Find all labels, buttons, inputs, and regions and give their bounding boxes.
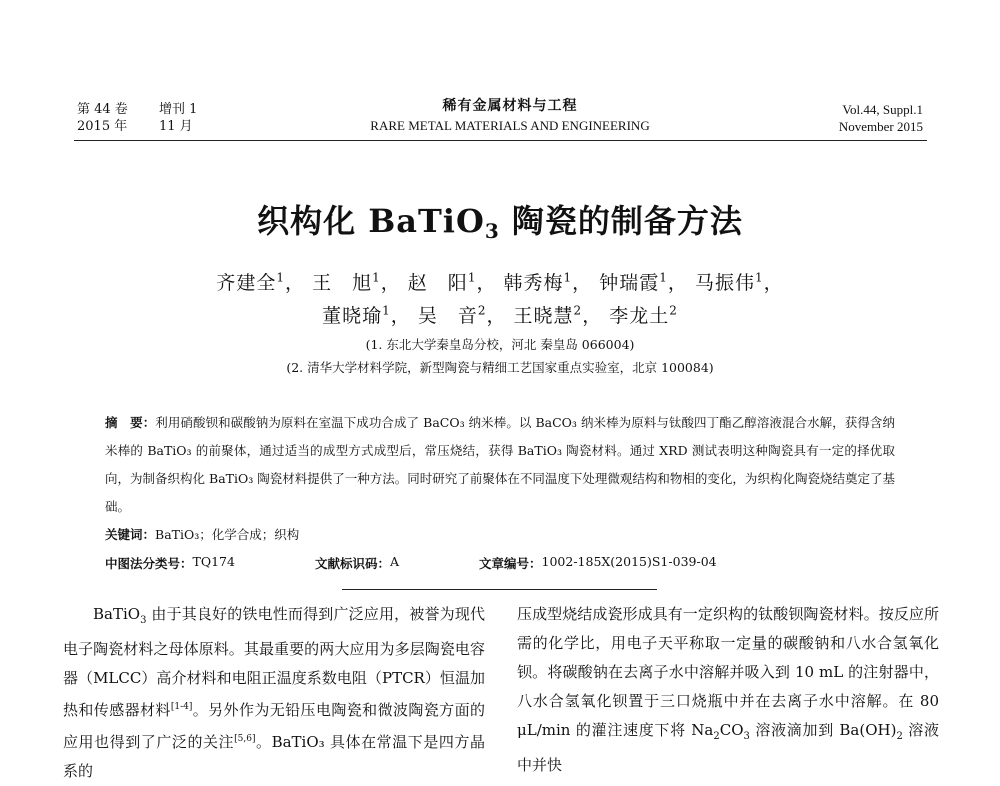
body-column-left <box>63 600 485 786</box>
abstract-text: 利用硝酸钡和碳酸钠为原料在室温下成功合成了 BaCO₃ 纳米棒。以 BaCO₃ 纳米棒为原料与钛酸四丁酯乙醇溶液混合水解，获得含纳米棒的 BaTiO₃ 的前聚体，通过适当的成型方式成型后，常压烧结，获得 BaTiO₃ 陶瓷材料。通过 XRD 测试表明这种陶瓷具有一定的择优取向，为制备织构化 BaTiO₃ 陶瓷材料提供了一种方法。同时研究了前聚体在不同温度下处理微观结构和物相的变化，为织构化陶瓷烧结奠定了基础。 <box>105 415 895 514</box>
title-subscript: 3 <box>484 219 500 243</box>
body-subscript: 2 <box>713 731 720 742</box>
volume-label: 第 44 卷 <box>77 102 128 117</box>
author-line-1 <box>0 268 1000 295</box>
body-subscript: 3 <box>140 615 147 626</box>
body-text: 。BaTiO₃ 具体在常温下是四方晶系的 <box>63 733 485 780</box>
author-affiliation-mark: 1 <box>372 270 381 285</box>
keywords-label: 关键词： <box>105 527 156 542</box>
article-title <box>0 196 1000 243</box>
body-text: BaTiO <box>93 605 141 623</box>
supplement-label: 增刊 1 <box>159 102 198 117</box>
title-suffix: 陶瓷的制备方法 <box>499 202 743 240</box>
body-subscript: 3 <box>743 731 750 742</box>
author-affiliation-mark: 1 <box>382 303 391 318</box>
citation: [5,6] <box>234 734 256 744</box>
keywords-text: BaTiO₃；化学合成；织构 <box>155 527 300 542</box>
citation: [1-4] <box>170 702 193 712</box>
author: 王晓慧 <box>513 305 574 327</box>
body-column-right <box>517 600 939 780</box>
doc-code-value: A <box>390 554 400 569</box>
doc-code-field <box>315 554 400 572</box>
journal-volume-en <box>839 101 923 135</box>
body-subscript: 2 <box>896 731 903 742</box>
abstract <box>105 409 895 521</box>
author-separator: ， <box>285 272 306 294</box>
body-text: 溶液中并快 <box>517 721 939 774</box>
journal-name-cn: 稀有金属材料与工程 <box>442 98 578 114</box>
abstract-label: 摘 要： <box>105 415 156 430</box>
author: 钟瑞霞 <box>599 272 660 294</box>
title-prefix: 织构化 BaTiO <box>257 202 485 240</box>
clc-value: TQ174 <box>192 554 235 569</box>
article-number-value: 1002-185X(2015)S1-039-04 <box>541 554 717 569</box>
author-affiliation-mark: 2 <box>669 303 678 318</box>
month-label: 11 月 <box>159 119 193 134</box>
author: 韩秀梅 <box>503 272 564 294</box>
article-number-label: 文章编号： <box>479 556 542 571</box>
author: 董晓瑜 <box>322 305 383 327</box>
author-affiliation-mark: 1 <box>467 270 477 285</box>
journal-issue-info <box>77 101 241 135</box>
author: 赵 阳 <box>407 272 468 294</box>
body-text: CO <box>719 721 744 739</box>
journal-name <box>340 98 680 134</box>
volume-en: Vol.44, Suppl.1 <box>842 102 923 117</box>
author-affiliation-mark: 2 <box>573 303 583 318</box>
keywords <box>105 525 299 543</box>
author: 王 旭 <box>312 272 373 294</box>
author-separator: ， <box>390 305 411 327</box>
body-text: 溶液滴加到 Ba(OH) <box>749 721 897 739</box>
author-separator: ， <box>667 272 688 294</box>
author: 李龙土 <box>609 305 670 327</box>
article-number-field <box>479 554 717 572</box>
body-text: 压成型烧结成瓷形成具有一定织构的钛酸钡陶瓷材料。按反应所需的化学比，用电子天平称取一定量的碳酸钠和八水合氢氧化钡。将碳酸钠在去离子水中溶解并吸入到 10 mL 的注射器中，八水合氢氧化钡置于三口烧瓶中并在去离子水中溶解。在 80 μL/min 的灌注速度下将 Na <box>517 605 939 739</box>
year-label: 2015 年 <box>77 119 128 134</box>
section-separator <box>342 589 657 590</box>
author-separator: ， <box>380 272 401 294</box>
author-separator: ， <box>572 272 593 294</box>
journal-name-en: RARE METAL MATERIALS AND ENGINEERING <box>370 118 650 133</box>
author: 吴 音 <box>417 305 478 327</box>
author-affiliation-mark: 1 <box>563 270 573 285</box>
clc-field <box>105 554 235 572</box>
body-text: 由于其良好的铁电性而得到广泛应用，被誉为现代电子陶瓷材料之母体原料。其最重要的两大应用为多层陶瓷电容器（MLCC）高介材料和电阻正温度系数电阻（PTCR）恒温加热和传感器材料 <box>63 605 485 719</box>
affiliation-2: (2. 清华大学材料学院，新型陶瓷与精细工艺国家重点实验室，北京 100084) <box>286 360 714 375</box>
author: 齐建全 <box>216 272 277 294</box>
author-affiliation-mark: 1 <box>276 270 286 285</box>
author-separator: ， <box>476 272 497 294</box>
author-separator: ， <box>486 305 507 327</box>
doc-code-label: 文献标识码： <box>315 556 391 571</box>
author-affiliation-mark: 1 <box>659 270 668 285</box>
author-affiliation-mark: 2 <box>477 303 487 318</box>
body-text: 。另外作为无铅压电陶瓷和微波陶瓷方面的应用也得到了广泛的关注 <box>63 701 485 751</box>
author-separator: ， <box>763 272 784 294</box>
author-separator: ， <box>582 305 603 327</box>
author-line-2 <box>0 301 1000 328</box>
date-en: November 2015 <box>838 119 923 134</box>
clc-label: 中图法分类号： <box>105 556 193 571</box>
author-affiliation-mark: 1 <box>754 270 764 285</box>
header-rule <box>74 140 927 141</box>
author: 马振伟 <box>694 272 755 294</box>
affiliation-1: (1. 东北大学秦皇岛分校，河北 秦皇岛 066004) <box>365 337 635 352</box>
